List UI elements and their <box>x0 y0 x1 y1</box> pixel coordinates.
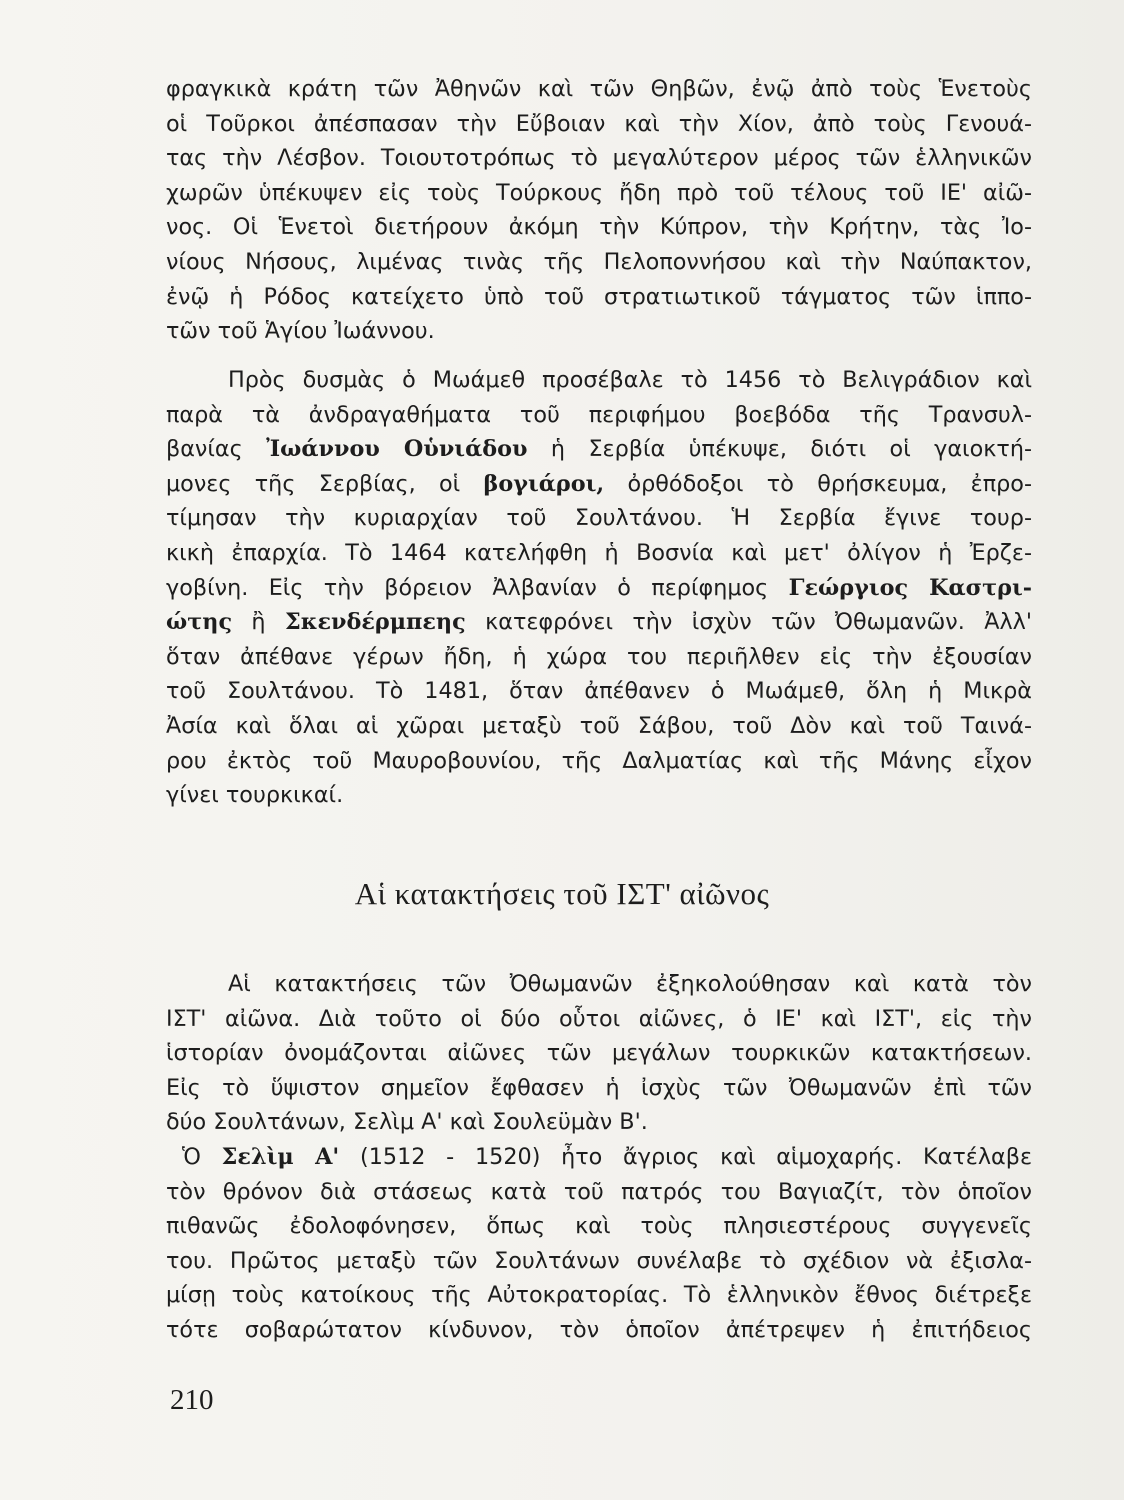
text-line: ὅταν ἀπέθανε γέρων ἤδη, ἡ χώρα του περιῆλθεν εἰς τὴν ἐξουσίαν <box>166 643 1032 670</box>
text-line: νίους Νήσους, λιμένας τινὰς τῆς Πελοποννήσου καὶ τὴν Ναύπακτον, <box>166 248 1032 275</box>
text-line: κικὴ ἐπαρχία. Τὸ 1464 κατελήφθη ἡ Βοσνία καὶ μετ' ὀλίγον ἡ Ἐρζε- <box>166 539 1032 566</box>
text-line: γοβίνη. Εἰς τὴν βόρειον Ἀλβανίαν ὁ περίφημος Γεώργιος Καστρι- <box>166 574 1033 601</box>
bold-name: Γεώργιος Καστρι- <box>788 574 1033 601</box>
text-line: νος. Οἱ Ἑνετοὶ διετήρουν ἀκόμη τὴν Κύπρον, τὴν Κρήτην, τὰς Ἰο- <box>166 214 1032 241</box>
text-line: πιθανῶς ἐδολοφόνησεν, ὅπως καὶ τοὺς πλησιεστέρους συγγενεῖς <box>166 1213 1032 1240</box>
text-line: ἐνῷ ἡ Ρόδος κατείχετο ὑπὸ τοῦ στρατιωτικοῦ τάγματος τῶν ἱππο- <box>166 283 1032 310</box>
bold-term: βογιάροι, <box>483 470 605 497</box>
text-line: Πρὸς δυσμὰς ὁ Μωάμεθ προσέβαλε τὸ 1456 τὸ Βελιγράδιον καὶ <box>228 367 1032 393</box>
text-line: τὸν θρόνον διὰ στάσεως κατὰ τοῦ πατρός του Βαγιαζίτ, τὸν ὁποῖον <box>166 1178 1032 1205</box>
text-line: τας τὴν Λέσβον. Τοιουτοτρόπως τὸ μεγαλύτερον μέρος τῶν ἑλληνικῶν <box>166 145 1032 172</box>
text-line: τῶν τοῦ Ἁγίου Ἰωάννου. <box>166 318 435 345</box>
page-number: 210 <box>170 1384 214 1416</box>
text-line: μίσῃ τοὺς κατοίκους τῆς Αὐτοκρατορίας. Τὸ ἑλληνικὸν ἔθνος διέτρεξε <box>166 1282 1032 1309</box>
text-line: Ὁ Σελὶμ Α' (1512 - 1520) ἦτο ἄγριος καὶ αἱμοχαρής. Κατέλαβε <box>182 1143 1033 1170</box>
text-line: βανίας Ἰωάννου Οὑνιάδου ἡ Σερβία ὑπέκυψε, διότι οἱ γαιοκτή- <box>166 436 1032 463</box>
text-line: δύο Σουλτάνων, Σελὶμ Α' καὶ Σουλεϋμὰν Β'. <box>166 1109 648 1136</box>
text-line: τότε σοβαρώτατον κίνδυνον, τὸν ὁποῖον ἀπέτρεψεν ἡ ἐπιτήδειος <box>166 1316 1032 1343</box>
text-line: ἱστορίαν ὀνομάζονται αἰῶνες τῶν μεγάλων τουρκικῶν κατακτήσεων. <box>166 1040 1032 1067</box>
text-line: παρὰ τὰ ἀνδραγαθήματα τοῦ περιφήμου βοεβόδα τῆς Τρανσυλ- <box>166 401 1032 428</box>
paragraph-1 <box>166 72 1032 349</box>
text-line: Αἱ κατακτήσεις τῶν Ὀθωμανῶν ἐξηκολούθησαν καὶ κατὰ τὸν <box>228 971 1032 997</box>
text-line: ρου ἐκτὸς τοῦ Μαυροβουνίου, τῆς Δαλματίας καὶ τῆς Μάνης εἶχον <box>166 747 1032 774</box>
text-line: φραγκικὰ κράτη τῶν Ἀθηνῶν καὶ τῶν Θηβῶν, ἐνῷ ἀπὸ τοὺς Ἑνετοὺς <box>166 76 1032 102</box>
bold-name: ώτης <box>166 609 233 636</box>
text-line: οἱ Τοῦρκοι ἀπέσπασαν τὴν Εὔβοιαν καὶ τὴν Χίον, ἀπὸ τοὺς Γενουά- <box>166 110 1032 137</box>
section-heading: Αἱ κατακτήσεις τοῦ ΙΣΤ' αἰῶνος <box>354 876 770 911</box>
text-line: Εἰς τὸ ὕψιστον σημεῖον ἔφθασεν ἡ ἰσχὺς τῶν Ὀθωμανῶν ἐπὶ τῶν <box>166 1074 1032 1101</box>
paragraph-2 <box>166 363 1032 813</box>
text-line: γίνει τουρκικαί. <box>166 782 344 809</box>
text-line: χωρῶν ὑπέκυψεν εἰς τοὺς Τούρκους ἤδη πρὸ τοῦ τέλους τοῦ ΙΕ' αἰῶ- <box>166 179 1032 206</box>
text-line: ώτης ἢ Σκενδέρμπεης κατεφρόνει τὴν ἰσχὺν τῶν Ὀθωμανῶν. Ἀλλ' <box>166 609 1033 636</box>
text-line: Ἀσία καὶ ὅλαι αἱ χῶραι μεταξὺ τοῦ Σάβου, τοῦ Δὸν καὶ τοῦ Ταινά- <box>166 712 1032 739</box>
text-line: του. Πρῶτος μεταξὺ τῶν Σουλτάνων συνέλαβε τὸ σχέδιον νὰ ἐξισλα- <box>166 1247 1032 1274</box>
text-line: τοῦ Σουλτάνου. Τὸ 1481, ὅταν ἀπέθανεν ὁ Μωάμεθ, ὅλη ἡ Μικρὰ <box>166 678 1032 705</box>
text-line: τίμησαν τὴν κυριαρχίαν τοῦ Σουλτάνου. Ἡ Σερβία ἔγινε τουρ- <box>166 505 1032 532</box>
paragraph-3 <box>166 967 1032 1348</box>
text-line: μονες τῆς Σερβίας, οἱ βογιάροι, ὀρθόδοξοι τὸ θρήσκευμα, ἐπρο- <box>166 470 1032 497</box>
bold-name: Σκενδέρμπεης <box>284 609 466 636</box>
bold-name: Ἰωάννου Οὑνιάδου <box>266 436 528 463</box>
text-line: ΙΣΤ' αἰῶνα. Διὰ τοῦτο οἱ δύο οὗτοι αἰῶνες, ὁ ΙΕ' καὶ ΙΣΤ', εἰς τὴν <box>166 1005 1032 1032</box>
bold-name: Σελὶμ Α' <box>221 1143 340 1170</box>
